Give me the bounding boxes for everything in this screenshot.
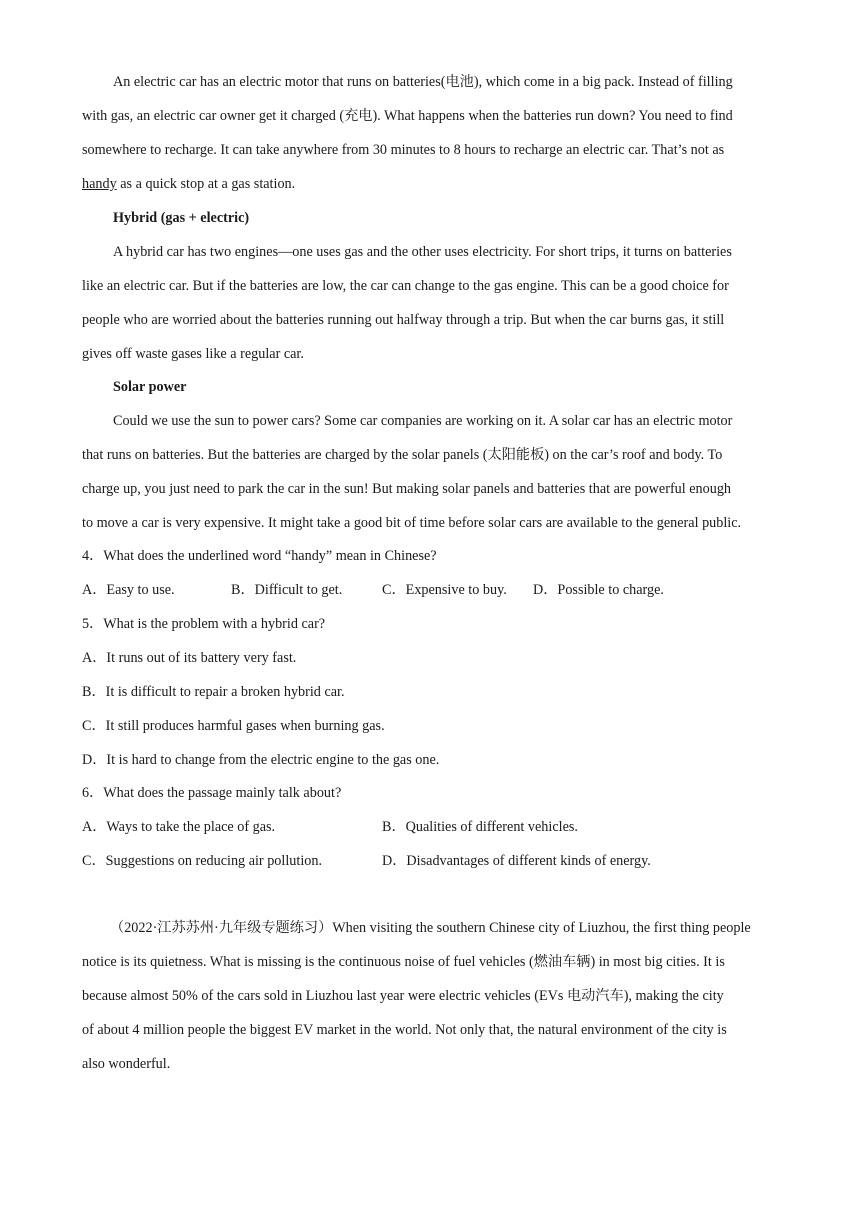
liuzhou-paragraph-line: of about 4 million people the biggest EV market in the world. Not only that, the natural environment of the city is <box>82 1022 727 1038</box>
hybrid-heading: Hybrid (gas + electric) <box>113 210 250 226</box>
liuzhou-paragraph-line: （2022·江苏苏州·九年级专题练习）When visiting the southern Chinese city of Liuzhou, the first thing people <box>110 920 751 936</box>
underlined-word-handy: handy <box>82 176 117 192</box>
solar-paragraph-line: Could we use the sun to power cars? Some car companies are working on it. A solar car has an electric motor <box>113 413 733 429</box>
solar-paragraph-line: that runs on batteries. But the batteries are charged by the solar panels (太阳能板) on the car’s roof and body. To <box>82 447 723 463</box>
hybrid-paragraph-line: like an electric car. But if the batteries are low, the car can change to the gas engine. This can be a good choice for <box>82 278 729 294</box>
question-4-option-a: A．Easy to use. <box>82 582 175 598</box>
electric-paragraph-line: somewhere to recharge. It can take anywhere from 30 minutes to 8 hours to recharge an electric car. That’s not as <box>82 142 725 158</box>
question-5-option-d: D．It is hard to change from the electric engine to the gas one. <box>82 752 440 768</box>
question-5-option-b: B．It is difficult to repair a broken hybrid car. <box>82 684 345 700</box>
question-6-option-c: C．Suggestions on reducing air pollution. <box>82 853 322 869</box>
solar-heading: Solar power <box>113 379 187 395</box>
hybrid-paragraph-line: people who are worried about the batteries running out halfway through a trip. But when the car burns gas, it still <box>82 312 725 328</box>
hybrid-paragraph-line: A hybrid car has two engines—one uses gas and the other uses electricity. For short trips, it turns on batteries <box>113 244 732 260</box>
question-5-stem: 5．What is the problem with a hybrid car? <box>82 616 326 632</box>
question-5-option-c: C．It still produces harmful gases when burning gas. <box>82 718 385 734</box>
liuzhou-paragraph-line: notice is its quietness. What is missing is the continuous noise of fuel vehicles (燃油车辆) in most big cities. It is <box>82 954 725 970</box>
question-4-option-c: C．Expensive to buy. <box>382 582 507 598</box>
question-6-option-b: B．Qualities of different vehicles. <box>382 819 578 835</box>
liuzhou-paragraph-line: also wonderful. <box>82 1056 171 1072</box>
question-6-option-a: A．Ways to take the place of gas. <box>82 819 276 835</box>
hybrid-paragraph-line: gives off waste gases like a regular car. <box>82 346 304 362</box>
question-6-option-d: D．Disadvantages of different kinds of energy. <box>382 853 651 869</box>
question-4-option-d: D．Possible to charge. <box>533 582 664 598</box>
question-4-stem: 4．What does the underlined word “handy” mean in Chinese? <box>82 548 437 564</box>
electric-paragraph-line <box>82 174 295 194</box>
electric-paragraph-line: An electric car has an electric motor that runs on batteries(电池), which come in a big pack. Instead of filling <box>113 74 733 90</box>
question-5-option-a: A．It runs out of its battery very fast. <box>82 650 297 666</box>
question-4-option-b: B．Difficult to get. <box>231 582 343 598</box>
liuzhou-paragraph-line: because almost 50% of the cars sold in Liuzhou last year were electric vehicles (EVs 电动汽车), making the city <box>82 988 724 1004</box>
solar-paragraph-line: to move a car is very expensive. It might take a good bit of time before solar cars are available to the general public. <box>82 515 742 531</box>
question-6-stem: 6．What does the passage mainly talk about? <box>82 785 342 801</box>
solar-paragraph-line: charge up, you just need to park the car in the sun! But making solar panels and batteries that are powerful enough <box>82 481 732 497</box>
electric-paragraph-line: with gas, an electric car owner get it charged (充电). What happens when the batteries run down? You need to find <box>82 108 733 124</box>
electric-paragraph-text: as a quick stop at a gas station. <box>116 176 296 192</box>
